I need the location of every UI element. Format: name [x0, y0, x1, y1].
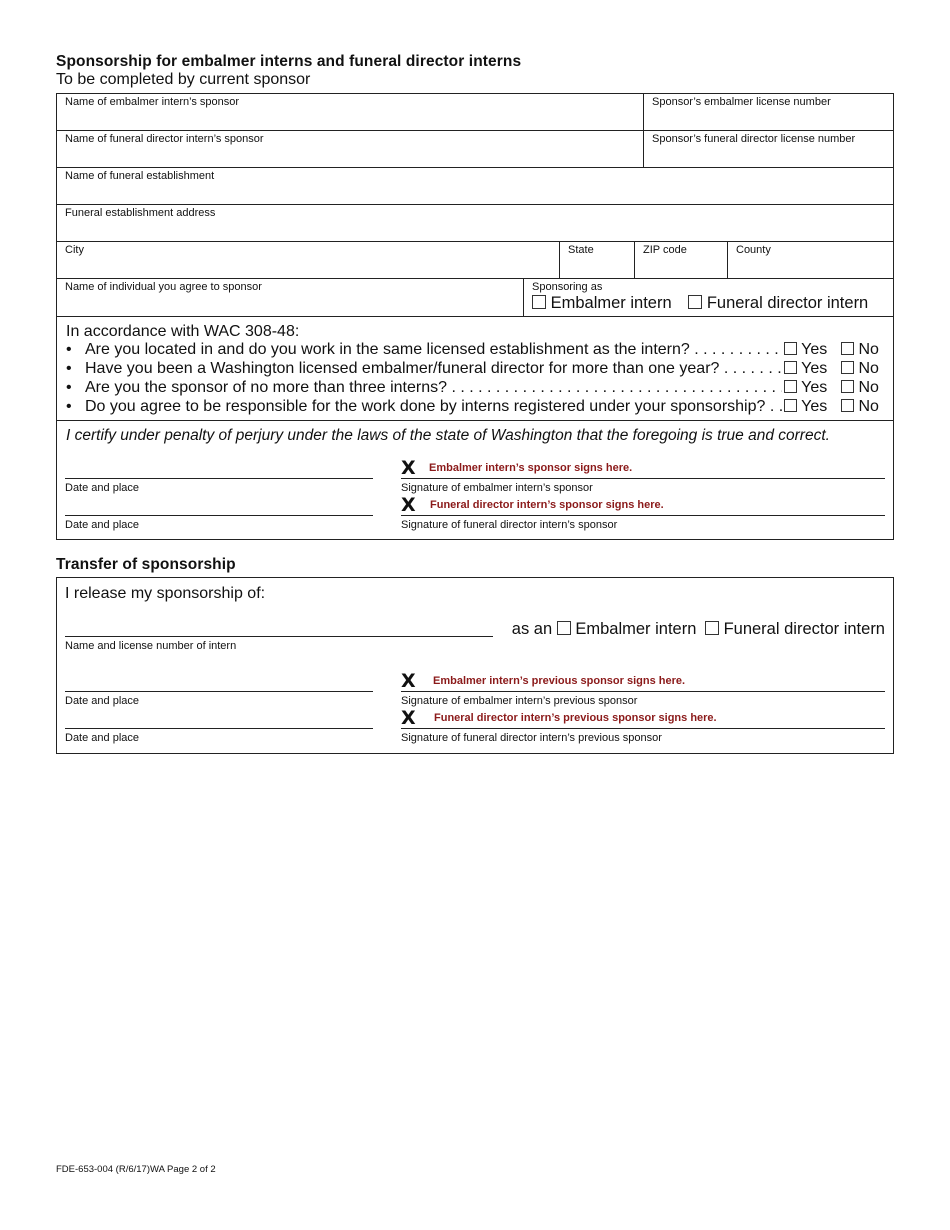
sign-here-flag: Funeral director intern’s previous sponsor signs here.: [434, 712, 717, 724]
section-title-sponsorship: Sponsorship for embalmer interns and funeral director interns: [56, 53, 522, 70]
wac-questions: [57, 317, 893, 421]
embalmer-previous-sponsor-signature-line[interactable]: [401, 691, 885, 692]
no-label: No: [858, 379, 879, 396]
sponsoring-funeral-option: [688, 294, 868, 312]
x-mark-icon: X: [401, 494, 416, 516]
county-field[interactable]: [727, 242, 893, 278]
bullet-icon: •: [66, 360, 72, 377]
field-label: Funeral establishment address: [65, 207, 216, 219]
x-mark-icon: X: [401, 707, 416, 729]
row-city-state-zip: [57, 242, 893, 279]
transfer-funeral-checkbox[interactable]: [705, 621, 719, 635]
yes-label: Yes: [801, 379, 828, 396]
transfer-options: [512, 620, 885, 639]
sign-here-flag: Embalmer intern’s sponsor signs here.: [429, 462, 633, 474]
embalmer-intern-checkbox[interactable]: [532, 295, 546, 309]
no-label: No: [858, 398, 879, 415]
yes-checkbox[interactable]: [784, 361, 797, 374]
establishment-address-field[interactable]: [57, 205, 893, 241]
yes-option: [782, 341, 827, 359]
sign-here-flag: Embalmer intern’s previous sponsor signs here.: [433, 675, 686, 687]
no-option: [841, 379, 879, 397]
field-label: State: [568, 244, 594, 256]
date-place-line[interactable]: [65, 478, 373, 479]
section-subtitle: To be completed by current sponsor: [56, 71, 311, 88]
option-label: Funeral director intern: [723, 620, 885, 638]
sponsoring-options: [532, 294, 880, 313]
no-checkbox[interactable]: [841, 361, 854, 374]
field-label: Name of funeral establishment: [65, 170, 215, 182]
field-label: City: [65, 244, 84, 256]
option-label: Embalmer intern: [550, 294, 672, 312]
date-place-label: Date and place: [65, 482, 139, 494]
signature-label: Signature of embalmer intern’s previous sponsor: [401, 695, 638, 707]
transfer-form: [56, 577, 894, 754]
embalmer-sponsor-signature-line[interactable]: [401, 478, 885, 479]
bullet-icon: •: [66, 398, 72, 415]
option-label: Funeral director intern: [706, 294, 869, 312]
signature-label: Signature of funeral director intern’s previous sponsor: [401, 732, 662, 744]
yes-option: [782, 360, 827, 378]
row-embalmer-sponsor: [57, 94, 893, 131]
no-option: [841, 360, 879, 378]
sign-here-flag: Funeral director intern’s sponsor signs here.: [430, 499, 664, 511]
no-checkbox[interactable]: [841, 380, 854, 393]
yes-label: Yes: [801, 341, 828, 358]
row-individual: [57, 279, 893, 317]
release-statement: I release my sponsorship of:: [65, 585, 266, 602]
wac-question: [66, 398, 884, 417]
row-funeral-sponsor: [57, 131, 893, 168]
state-field[interactable]: [559, 242, 634, 278]
no-option: [841, 398, 879, 416]
establishment-name-field[interactable]: [57, 168, 893, 204]
signature-label: Signature of embalmer intern’s sponsor: [401, 482, 593, 494]
row-establishment-address: [57, 205, 893, 242]
field-label: Name of embalmer intern’s sponsor: [65, 96, 240, 108]
funeral-license-field[interactable]: [643, 131, 893, 167]
section-title-transfer: Transfer of sponsorship: [56, 556, 236, 573]
certification-statement: I certify under penalty of perjury under the laws of the state of Washington that the foregoing is true and correct.: [66, 427, 830, 444]
certification: [57, 421, 893, 539]
no-option: [841, 341, 879, 359]
as-an-label: as an: [511, 620, 553, 638]
date-place-line[interactable]: [65, 691, 373, 692]
intern-name-line[interactable]: [65, 636, 493, 637]
option-label: Embalmer intern: [575, 620, 697, 638]
field-label: ZIP code: [643, 244, 687, 256]
yes-checkbox[interactable]: [784, 380, 797, 393]
bullet-icon: •: [66, 379, 72, 396]
question-text: Are you located in and do you work in the same licensed establishment as the intern? . . .: [85, 341, 785, 359]
date-place-line[interactable]: [65, 515, 373, 516]
embalmer-license-field[interactable]: [643, 94, 893, 130]
wac-question: [66, 341, 884, 360]
funeral-previous-sponsor-signature-line[interactable]: [401, 728, 885, 729]
city-field[interactable]: [57, 242, 559, 278]
field-label: County: [736, 244, 771, 256]
x-mark-icon: X: [401, 670, 416, 692]
date-place-line[interactable]: [65, 728, 373, 729]
zip-field[interactable]: [634, 242, 727, 278]
question-text: Have you been a Washington licensed embalmer/funeral director for more than one year? . . .: [85, 360, 785, 378]
yes-label: Yes: [801, 398, 828, 415]
date-place-label: Date and place: [65, 695, 139, 707]
question-text: Are you the sponsor of no more than three interns? . . .: [85, 379, 785, 397]
embalmer-sponsor-name-field[interactable]: [57, 94, 643, 130]
signature-label: Signature of funeral director intern’s sponsor: [401, 519, 618, 531]
yes-option: [782, 398, 827, 416]
individual-name-field[interactable]: [57, 279, 523, 316]
x-mark-icon: X: [401, 457, 416, 479]
field-label: Sponsor’s embalmer license number: [652, 96, 831, 108]
field-label: Name of individual you agree to sponsor: [65, 281, 262, 293]
funeral-director-intern-checkbox[interactable]: [688, 295, 702, 309]
no-checkbox[interactable]: [841, 342, 854, 355]
yes-checkbox[interactable]: [784, 342, 797, 355]
sponsorship-form: [56, 93, 894, 540]
date-place-label: Date and place: [65, 732, 139, 744]
yes-checkbox[interactable]: [784, 399, 797, 412]
wac-question: [66, 379, 884, 398]
transfer-embalmer-checkbox[interactable]: [557, 621, 571, 635]
funeral-sponsor-name-field[interactable]: [57, 131, 643, 167]
form-footer: FDE-653-004 (R/6/17)WA Page 2 of 2: [56, 1164, 216, 1175]
wac-heading: In accordance with WAC 308-48:: [66, 323, 300, 340]
field-label: Name of funeral director intern’s sponsor: [65, 133, 264, 145]
question-text: Do you agree to be responsible for the work done by interns registered under your sponsorship? . . .: [85, 398, 785, 416]
intern-name-label: Name and license number of intern: [65, 640, 237, 652]
bullet-icon: •: [66, 341, 72, 358]
sponsoring-as-field: [523, 279, 893, 316]
wac-question: [66, 360, 884, 379]
no-label: No: [858, 360, 879, 377]
funeral-sponsor-signature-line[interactable]: [401, 515, 885, 516]
field-label: Sponsoring as: [532, 281, 603, 293]
field-label: Sponsor’s funeral director license number: [652, 133, 856, 145]
sponsoring-embalmer-option: [532, 294, 672, 312]
row-establishment-name: [57, 168, 893, 205]
no-checkbox[interactable]: [841, 399, 854, 412]
yes-label: Yes: [801, 360, 828, 377]
yes-option: [782, 379, 827, 397]
date-place-label: Date and place: [65, 519, 139, 531]
no-label: No: [858, 341, 879, 358]
